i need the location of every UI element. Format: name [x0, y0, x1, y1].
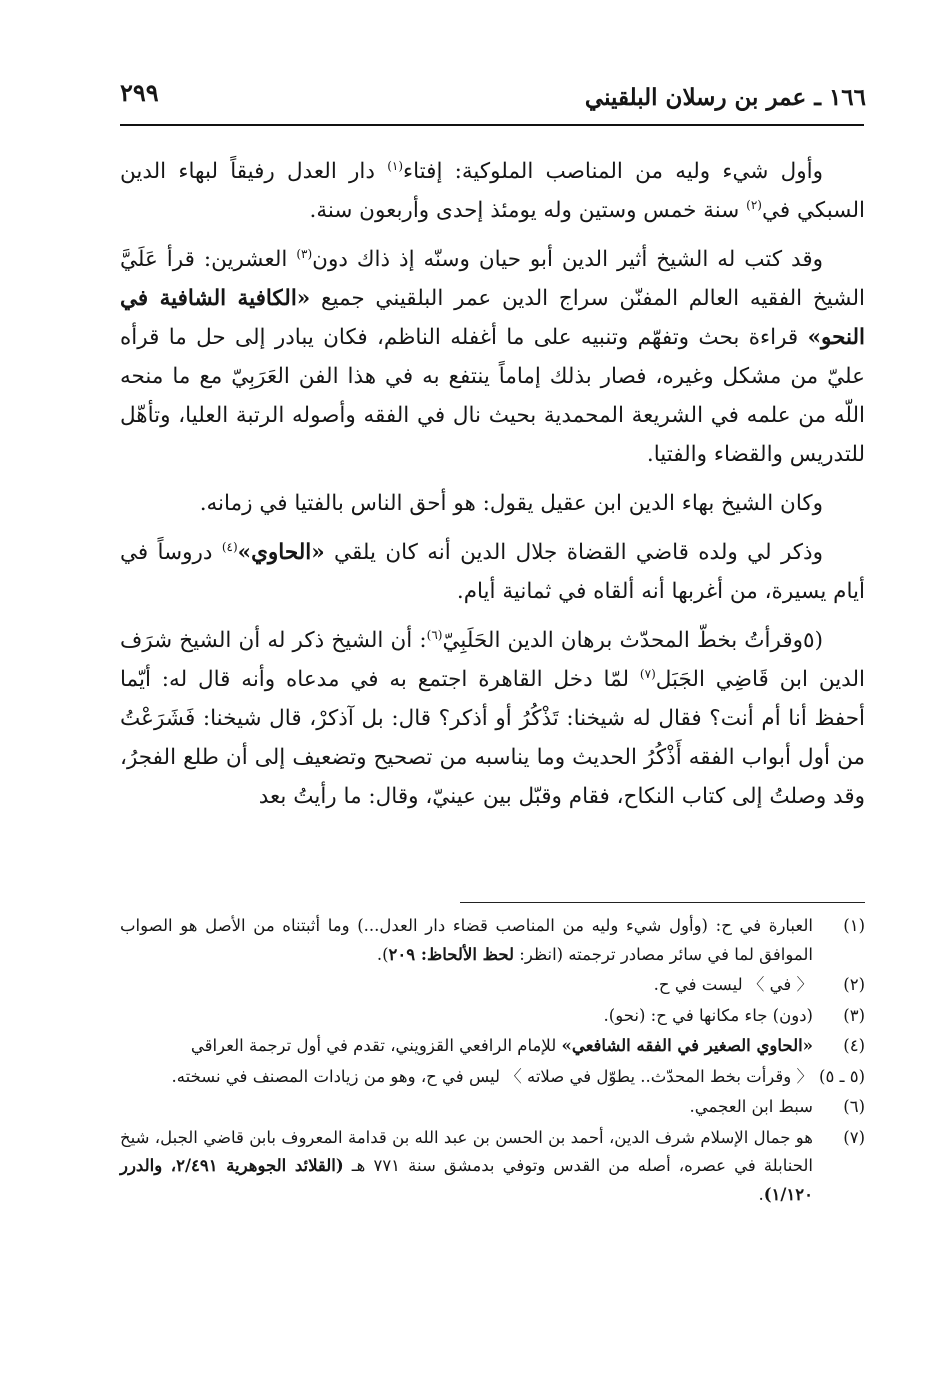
- page-header: [118, 62, 866, 124]
- paragraph-2: [120, 240, 865, 474]
- paragraph-2-part-3: قراءة بحث وتفهّم وتنبيه على ما أغفله الناظم، فكان يبادر إلى حل ما قرأه عليّ من مشكل وغيره، فصار بذلك إماماً ينتفع به في هذا الفن العَرَبِيّ مع ما منحه اللّه من علمه في الشريعة المحمدية بحيث نال في الفقه وأصوله الرتبة العليا، وتأهّل للتدريس والقضاء والفتيا.: [120, 325, 865, 467]
- paragraph-2-part-2: العشرين: قرأ عَلَيَّ الشيخ الفقيه العالم المفنّن سراج الدين عمر البلقيني جميع: [120, 247, 865, 311]
- footnote-ref-4: (٤): [221, 539, 238, 554]
- page-number: ٢٩٩: [120, 78, 159, 107]
- paragraph-1-part-2: دار العدل رفيقاً لبهاء الدين السبكي في: [120, 159, 865, 223]
- footnote-number: (٧): [843, 1127, 865, 1147]
- footnote-number: (١): [843, 916, 865, 935]
- footnote-5: [120, 1063, 865, 1092]
- footnote-text: سبط ابن العجمي.: [689, 1097, 813, 1116]
- book-title-kafiya: «الكافية الشافية في النحو»: [120, 286, 865, 350]
- footnote-text: هو جمال الإسلام شرف الدين، أحمد بن الحسن بن عبد الله بن قدامة المعروف بابن قاضي الجبل، شيخ الحنابلة في عصره، أصله من القدس وتوفي بدمشق سنة ٧٧١ هـ (القلائد الجوهرية ٢/٤٩١، والدرر ١/١٢٠).: [120, 1127, 814, 1204]
- footnote-4: [120, 1032, 865, 1061]
- footnote-text: العبارة في ح: (وأول شيء وليه من المناصب قضاء دار العدل...) وما أثبتناه من الأصل هو الصواب الموافق لما في سائر مصادر ترجمته (انظر: لحظ الألحاظ: ٢٠٩).: [120, 916, 813, 964]
- footnote-6: [120, 1093, 865, 1122]
- paragraph-5-part-2: : أن الشيخ ذكر له أن الشيخ شرَف الدين ابن قَاضِي الجَبَل: [120, 628, 865, 692]
- paragraph-4-part-1: وذكر لي ولده قاضي القضاة جلال الدين أنه كان يلقي: [324, 540, 823, 565]
- footnote-ref-7: (٧): [639, 666, 656, 681]
- footnote-text: 〈 وقرأت بخط المحدّث.. يطوّل في صلاته 〉 ليس في ح، وهو من زيادات المصنف في نسخته.: [171, 1066, 813, 1086]
- paragraph-5-part-1: (٥وقرأتُ بخطّ المحدّث برهان الدين الحَلَبِيّ: [442, 628, 823, 653]
- footnote-number: (٥ ـ ٥): [819, 1066, 865, 1086]
- footnote-number: (٣): [843, 1005, 865, 1025]
- footnote-number: (٤): [843, 1036, 865, 1055]
- paragraph-1: [120, 152, 865, 230]
- main-text: [120, 152, 865, 826]
- footnote-rule: [460, 902, 865, 903]
- paragraph-4-part-2: دروساً في أيام يسيرة، من أغربها أنه ألقاه في ثمانية أيام.: [120, 540, 865, 604]
- paragraph-1-part-3: سنة خمس وستين وله يومئذ إحدى وأربعون سنة.: [309, 198, 747, 223]
- paragraph-4: [120, 533, 865, 611]
- footnote-2: [120, 971, 865, 1000]
- paragraph-5: [120, 621, 865, 816]
- footnote-3: [120, 1002, 865, 1031]
- footnote-ref-2: (٢): [746, 197, 762, 212]
- book-title-hawi: «الحاوي»: [237, 540, 325, 565]
- footnote-number: (٦): [843, 1097, 865, 1116]
- footnote-ref-1: (١): [387, 158, 404, 173]
- paragraph-3: وكان الشيخ بهاء الدين ابن عقيل يقول: هو أحق الناس بالفتيا في زمانه.: [199, 491, 823, 516]
- footnote-ref-3: (٣): [296, 246, 313, 261]
- footnote-text: 〈 في 〉 ليست في ح.: [653, 975, 813, 994]
- footnote-1: [120, 912, 865, 969]
- footnote-text: (دون) جاء مكانها في ح: (نحو).: [603, 1005, 813, 1025]
- paragraph-5-part-3: لمّا دخل القاهرة اجتمع به في مدعاه وأنه قال له: أيّما أحفظ أنا أم أنت؟ فقال له شيخنا: تَذْكُرُ أو أذكر؟ قال: بل آذكرْ، قال شيخنا: فَشَرَعْتُ من أول أبواب الفقه أَذْكُرُ الحديث وما يناسبه من تصحيح وتضعيف إلى أن طلع الفجرُ، وقد وصلتُ إلى كتاب النكاح، فقام وقبّل بين عينيّ، وقال: ما رأيتُ بعد: [120, 667, 865, 809]
- footnotes: [120, 912, 865, 1211]
- paragraph-1-part-1: وأول شيء وليه من المناصب الملوكية: إفتاء: [403, 159, 824, 184]
- footnote-text: «الحاوي الصغير في الفقه الشافعي» للإمام الرافعي القزويني، تقدم في أول ترجمة العراقي: [190, 1036, 813, 1055]
- footnote-number: (٢): [843, 975, 865, 994]
- footnote-7: [120, 1124, 865, 1210]
- paragraph-2-part-1: وقد كتب له الشيخ أثير الدين أبو حيان وسنّه إذ ذاك دون: [312, 247, 823, 272]
- footnote-ref-6: (٦): [426, 627, 443, 642]
- header-rule: [120, 124, 864, 126]
- running-title: ١٦٦ ـ عمر بن رسلان البلقيني: [584, 84, 866, 111]
